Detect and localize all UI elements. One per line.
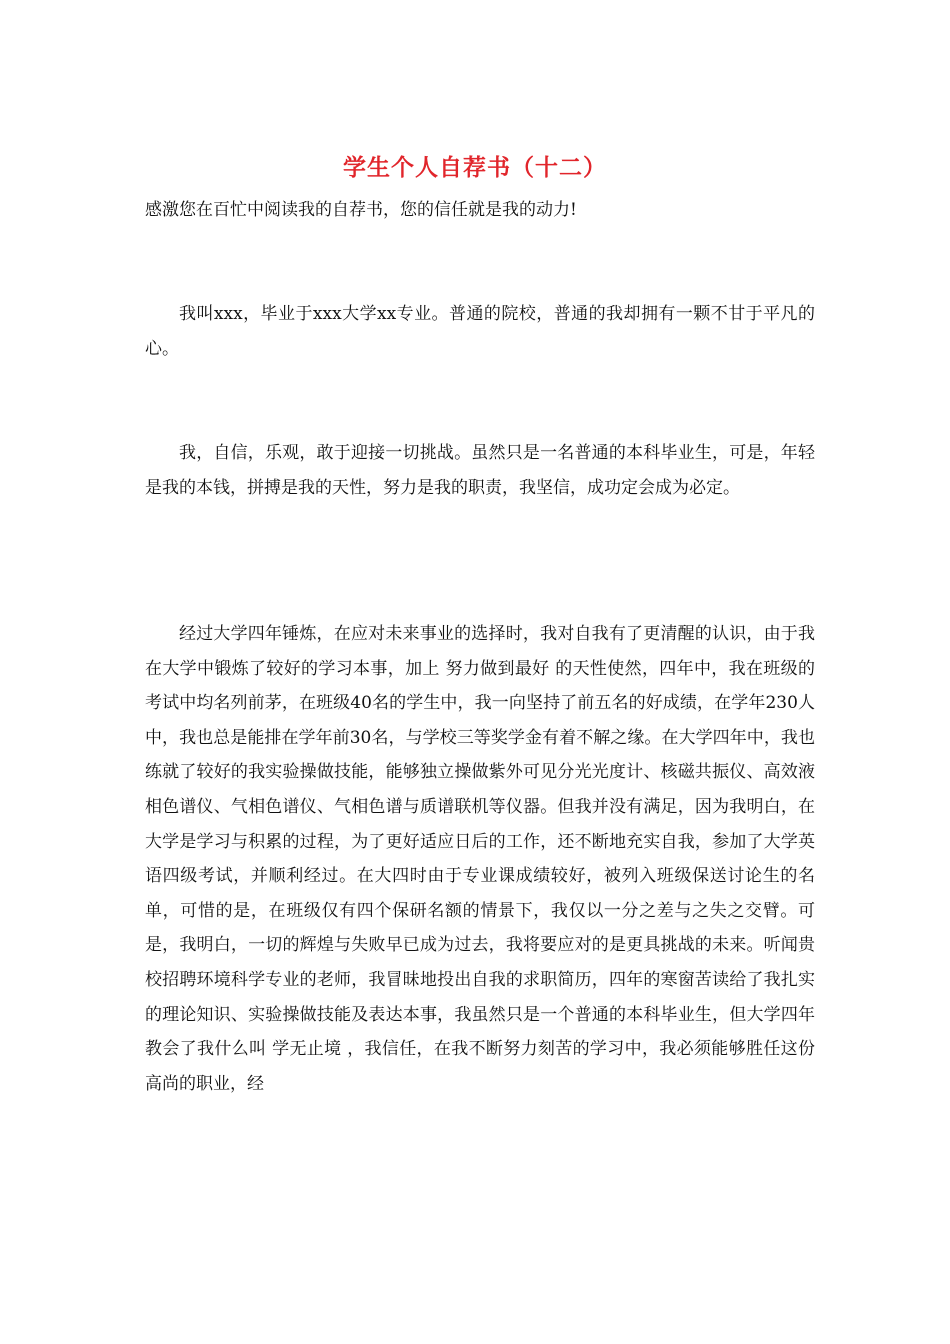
paragraph-introduction: 我叫xxx，毕业于xxx大学xx专业。普通的院校，普通的我却拥有一颗不甘于平凡的心。 — [145, 304, 815, 359]
document-title: 学生个人自荐书（十二） — [343, 154, 607, 181]
paragraph-university-experience: 经过大学四年锤炼，在应对未来事业的选择时，我对自我有了更清醒的认识，由于我在大学中锻炼了较好的学习本事，加上 努力做到最好 的天性使然，四年中，我在班级的考试中均名列前茅，在班级40名的学生中，我一向坚持了前五名的好成绩，在学年230人中，我也总是能排在学年前30名，与学校三等奖学金有着不解之缘。在大学四年中，我也练就了较好的我实验操做技能，能够独立操做紫外可见分光光度计、核磁共振仪、高效液相色谱仪、气相色谱仪、气相色谱与质谱联机等仪器。但我并没有满足，因为我明白，在大学是学习与积累的过程，为了更好适应日后的工作，还不断地充实自我，参加了大学英语四级考试，并顺利经过。在大四时由于专业课成绩较好，被列入班级保送讨论生的名单，可惜的是，在班级仅有四个保研名额的情景下，我仅以一分之差与之失之交臂。可是，我明白，一切的辉煌与失败早已成为过去，我将要应对的是更具挑战的未来。听闻贵校招聘环境科学专业的老师，我冒昧地投出自我的求职简历，四年的寒窗苦读给了我扎实的理论知识、实验操做技能及表达本事，我虽然只是一个普通的本科毕业生，但大学四年教会了我什么叫 学无止境 ，我信任，在我不断努力刻苦的学习中，我必须能够胜任这份高尚的职业，经 — [145, 624, 815, 1094]
intro-line: 感激您在百忙中阅读我的自荐书，您的信任就是我的动力! — [145, 200, 577, 220]
paragraph-self-description: 我，自信，乐观，敢于迎接一切挑战。虽然只是一名普通的本科毕业生，可是，年轻是我的本钱，拼搏是我的天性，努力是我的职责，我坚信，成功定会成为必定。 — [145, 443, 815, 498]
